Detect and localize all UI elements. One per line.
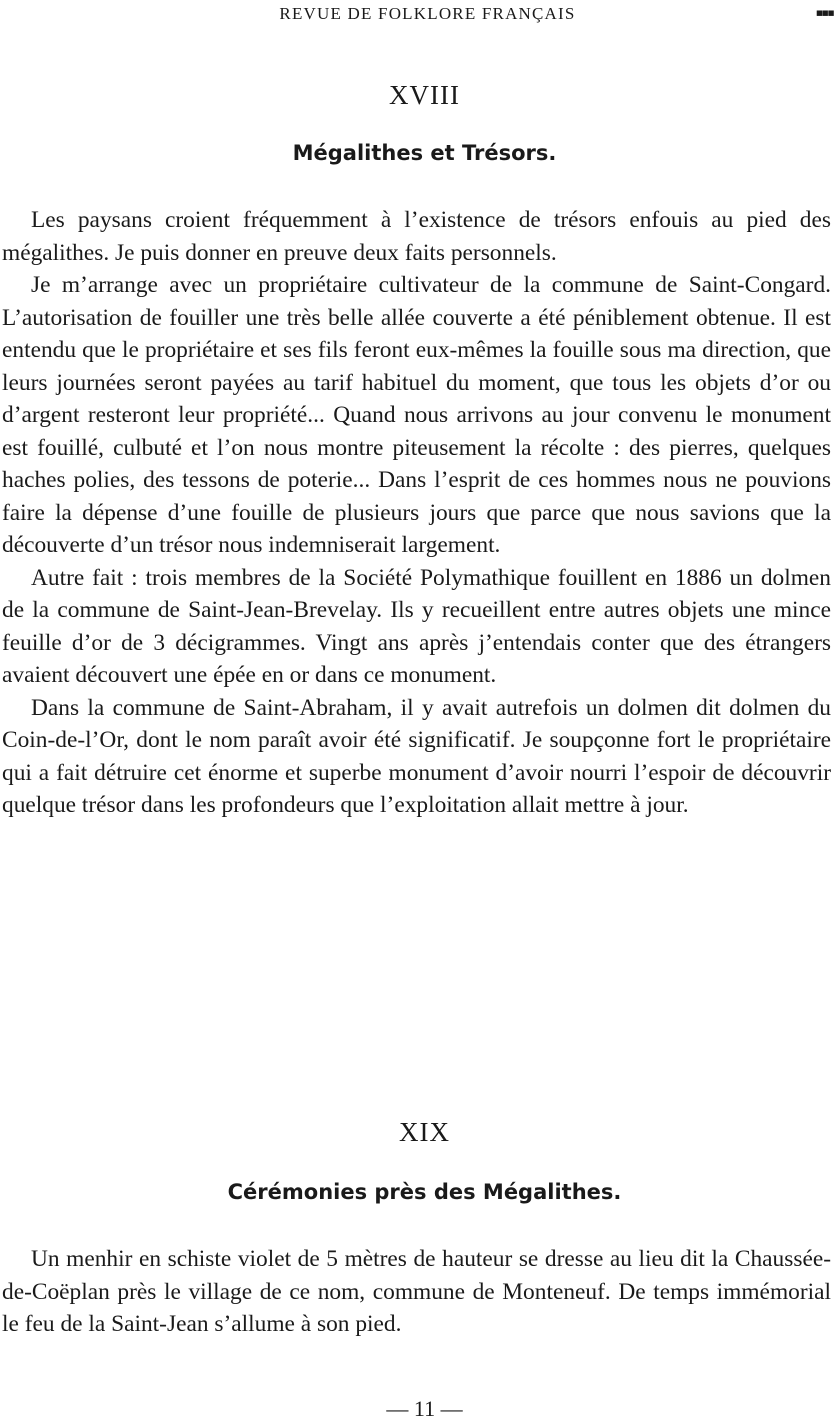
paragraph: Les paysans croient fréquemment à l’existence de trésors enfouis au pied des mégalithes. Je puis donner en preuve deux faits personnels.	[2, 207, 831, 266]
paragraph: Autre fait : trois membres de la Société Polymathique fouillent en 1886 un dolmen de la commune de Saint-Jean-Brevelay. Ils y recueillent entre autres objets une mince feuille d’or de 3 décigrammes. Vingt ans après j’entendais conter que des étrangers avaient découvert une épée en or dans ce monument.	[2, 564, 831, 688]
ornament-icon: ▪▪▪	[815, 0, 833, 25]
section-title-ceremonies: Cérémonies près des Mégalithes.	[227, 1180, 622, 1204]
section-number-xix: XIX	[399, 1117, 450, 1147]
running-title: REVUE DE FOLKLORE FRANÇAIS	[279, 4, 576, 23]
section-title-megalithes-tresors: Mégalithes et Trésors.	[292, 141, 557, 165]
section-xviii-body	[2, 204, 831, 822]
page-number: — 11 —	[386, 1396, 463, 1421]
section-xix-body	[2, 1243, 831, 1341]
section-number-xviii: XVIII	[389, 80, 460, 110]
paragraph: Je m’arrange avec un propriétaire cultivateur de la commune de Saint-Congard. L’autorisation de fouiller une très belle allée couverte a été péniblement obtenue. Il est entendu que le propriétaire et ses fils feront eux-mêmes la fouille sous ma direction, que leurs journées seront payées au tarif habituel du moment, que tous les objets d’or ou d’argent resteront leur propriété... Quand nous arrivons au jour convenu le monument est fouillé, culbuté et l’on nous montre piteusement la récolte : des pierres, quelques haches polies, des tessons de poterie... Dans l’esprit de ces hommes nous ne pouvions faire la dépense d’une fouille de plusieurs jours que parce que nous savions que la découverte d’un trésor nous indemniserait largement.	[2, 272, 831, 558]
paragraph: Un menhir en schiste violet de 5 mètres de hauteur se dresse au lieu dit la Chaussée-de-Coëplan près le village de ce nom, commune de Monteneuf. De temps immémorial le feu de la Saint-Jean s’allume à son pied.	[2, 1246, 831, 1337]
paragraph: Dans la commune de Saint-Abraham, il y avait autrefois un dolmen dit dolmen du Coin-de-l’Or, dont le nom paraît avoir été significatif. Je soupçonne fort le propriétaire qui a fait détruire cet énorme et superbe monument d’avoir nourri l’espoir de découvrir quelque trésor dans les profondeurs que l’exploitation allait mettre à jour.	[2, 694, 831, 818]
